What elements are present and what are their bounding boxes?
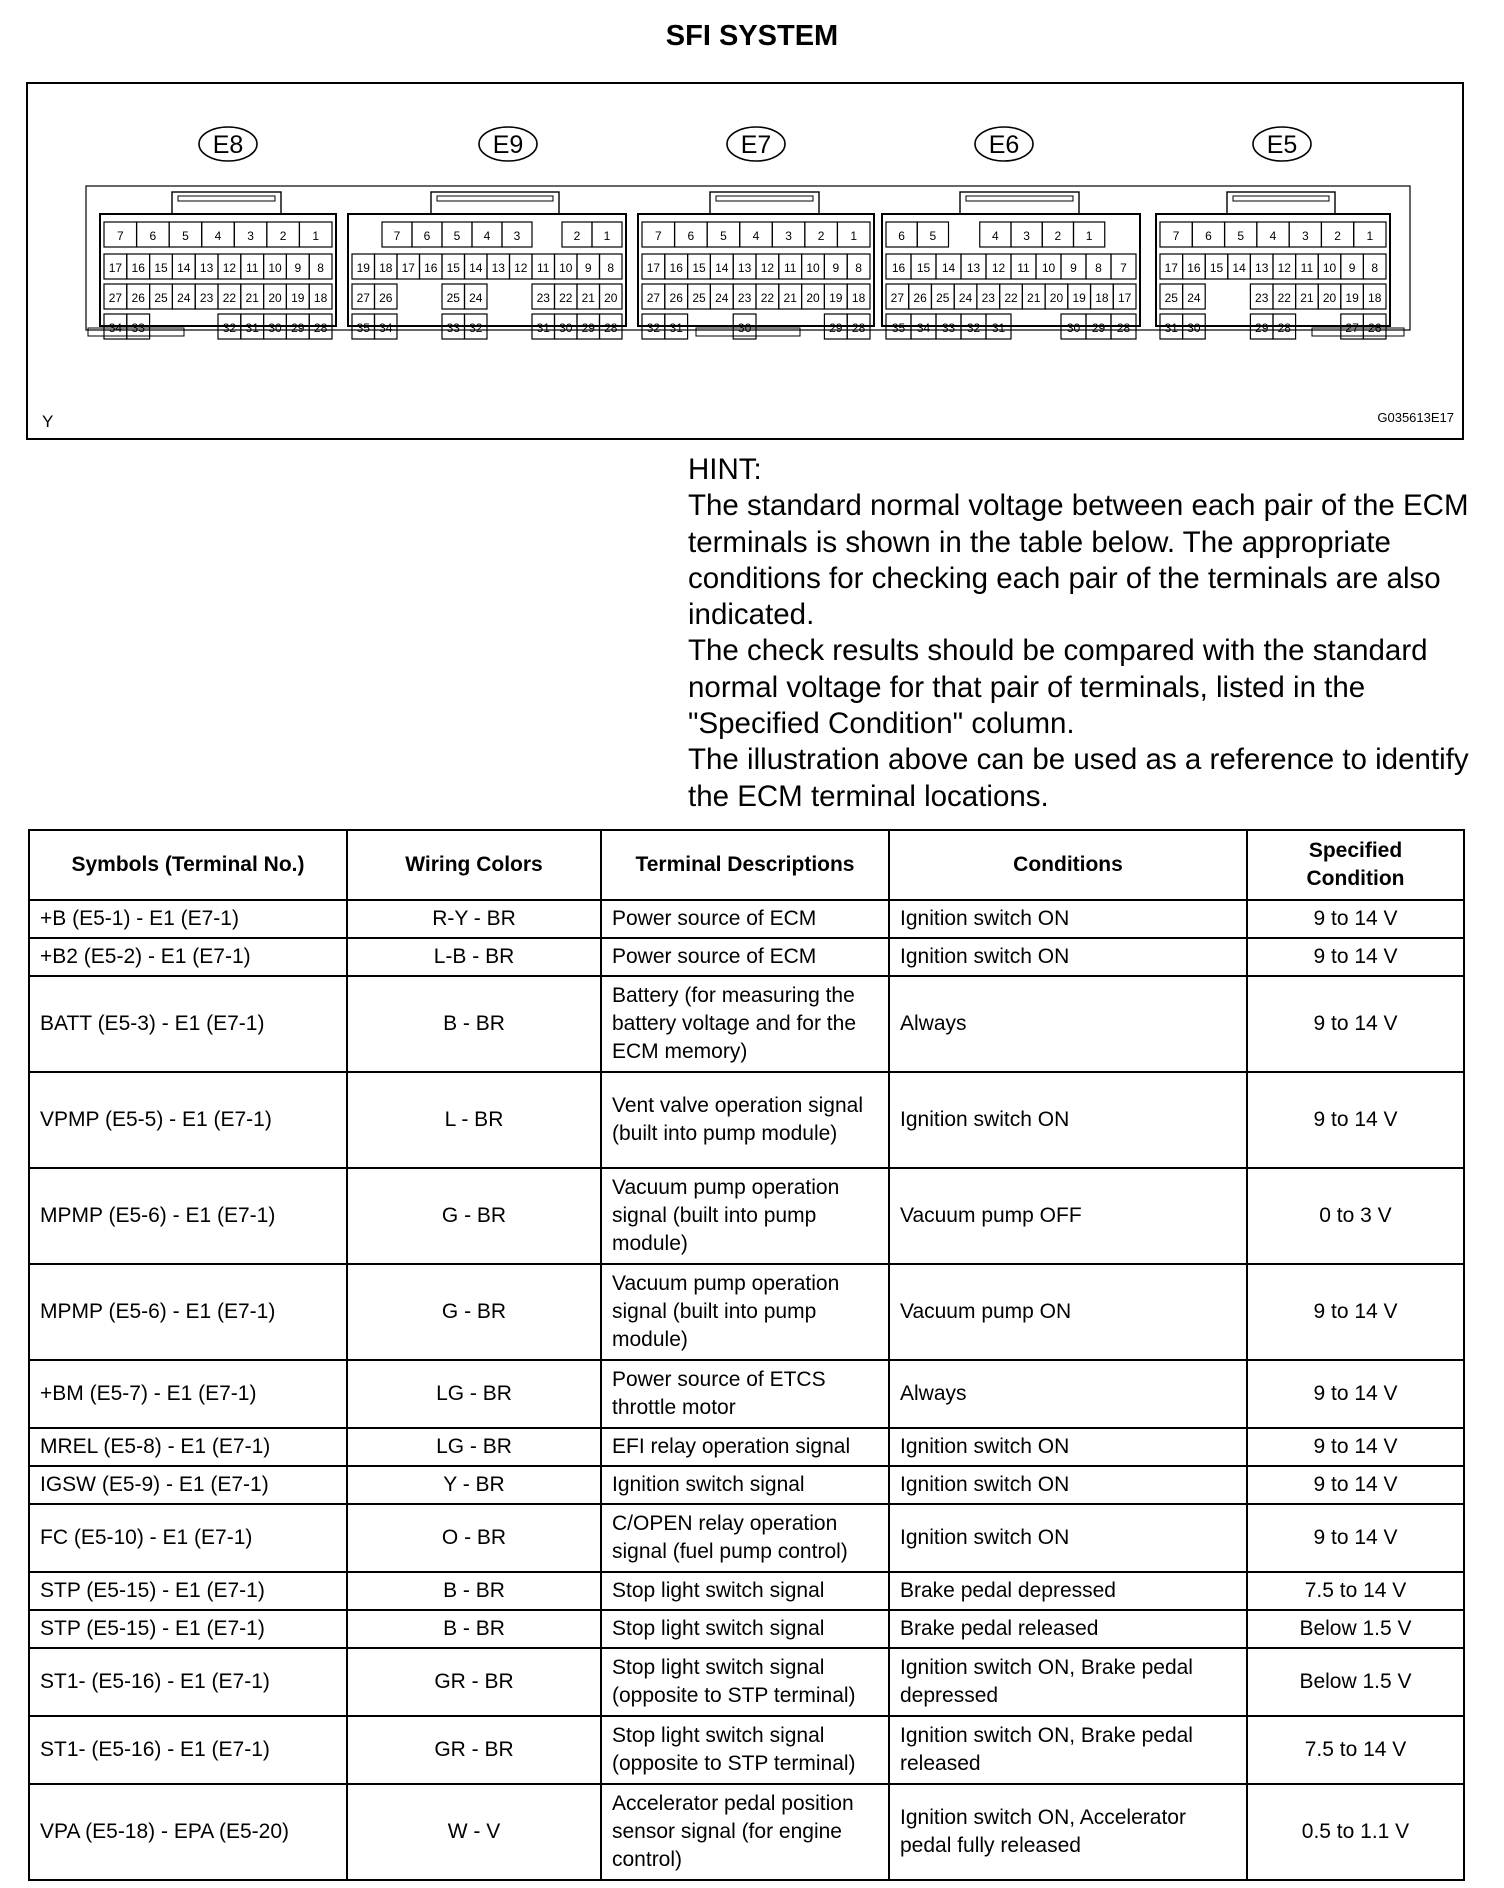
- terminal-number: 5: [929, 229, 937, 243]
- terminal-number: 14: [1232, 261, 1246, 275]
- terminal-number: 20: [1322, 291, 1337, 305]
- cell-specified: 9 to 14 V: [1247, 976, 1464, 1072]
- cell-description: EFI relay operation signal: [601, 1428, 889, 1466]
- cell-wiring-color: B - BR: [347, 1572, 601, 1610]
- terminal-number: 12: [514, 261, 528, 275]
- terminal-number: 12: [991, 261, 1006, 275]
- cell-condition: Ignition switch ON: [889, 1072, 1247, 1168]
- terminal-number: 30: [1187, 321, 1201, 335]
- terminal-number: 2: [817, 229, 825, 243]
- terminal-number: 13: [491, 261, 505, 275]
- cell-symbol: BATT (E5-3) - E1 (E7-1): [29, 976, 347, 1072]
- connector-illustration: [28, 84, 1462, 438]
- cell-description: Vent valve operation signal (built into pump module): [601, 1072, 889, 1168]
- terminal-number: 2: [1054, 229, 1062, 243]
- terminal-number: 18: [313, 291, 328, 305]
- connector-latch: [431, 192, 559, 214]
- cell-condition: Brake pedal released: [889, 1610, 1247, 1648]
- terminal-number: 22: [222, 291, 237, 305]
- cell-specified: 9 to 14 V: [1247, 1504, 1464, 1572]
- table-header-row: [29, 830, 1464, 900]
- terminal-number: 18: [851, 291, 866, 305]
- table-row: [29, 1428, 1464, 1466]
- terminal-number: 13: [199, 261, 214, 275]
- table-row: [29, 1466, 1464, 1504]
- cell-description: Power source of ECM: [601, 938, 889, 976]
- cell-condition: Ignition switch ON, Brake pedal depressed: [889, 1648, 1247, 1716]
- cell-description: Accelerator pedal position sensor signal (for engine control): [601, 1784, 889, 1880]
- header-specified-condition: Specified Condition: [1247, 830, 1464, 900]
- terminal-number: 27: [356, 291, 370, 305]
- terminal-number: 21: [581, 291, 595, 305]
- terminal-number: 6: [1205, 229, 1212, 243]
- terminal-number: 19: [1072, 291, 1086, 305]
- connector-latch: [1233, 196, 1329, 201]
- terminal-number: 10: [559, 261, 573, 275]
- terminal-number: 33: [131, 321, 145, 335]
- cell-symbol: ST1- (E5-16) - E1 (E7-1): [29, 1648, 347, 1716]
- terminal-number: 32: [646, 321, 661, 335]
- cell-symbol: VPA (E5-18) - EPA (E5-20): [29, 1784, 347, 1880]
- header-symbols: Symbols (Terminal No.): [29, 830, 347, 900]
- cell-specified: 9 to 14 V: [1247, 1264, 1464, 1360]
- terminal-number: 5: [720, 229, 727, 243]
- terminal-number: 24: [1187, 291, 1201, 305]
- terminal-number: 1: [1366, 229, 1374, 243]
- terminal-number: 22: [760, 291, 775, 305]
- terminal-number: 1: [312, 229, 320, 243]
- terminal-number: 27: [646, 291, 661, 305]
- hint-paragraph-3: The illustration above can be used as a reference to identify the ECM terminal locations.: [688, 743, 1469, 813]
- terminal-number: 32: [222, 321, 237, 335]
- terminal-number: 24: [177, 291, 191, 305]
- terminal-number: 1: [1085, 229, 1093, 243]
- cell-condition: Always: [889, 976, 1247, 1072]
- connector-label: E7: [740, 131, 772, 159]
- terminal-number: 18: [1368, 291, 1382, 305]
- cell-wiring-color: Y - BR: [347, 1466, 601, 1504]
- terminal-number: 7: [654, 229, 662, 243]
- cell-condition: Ignition switch ON: [889, 938, 1247, 976]
- cell-description: Ignition switch signal: [601, 1466, 889, 1504]
- cell-symbol: +B2 (E5-2) - E1 (E7-1): [29, 938, 347, 976]
- cell-specified: 7.5 to 14 V: [1247, 1572, 1464, 1610]
- terminal-number: 7: [1120, 261, 1127, 275]
- terminal-number: 31: [1164, 321, 1178, 335]
- terminal-number: 21: [1300, 291, 1314, 305]
- cell-condition: Ignition switch ON: [889, 900, 1247, 938]
- terminal-number: 24: [469, 291, 483, 305]
- cell-wiring-color: W - V: [347, 1784, 601, 1880]
- terminal-number: 3: [1301, 229, 1309, 243]
- connector-label: E5: [1266, 131, 1298, 159]
- terminal-number: 1: [603, 229, 611, 243]
- terminal-number: 8: [855, 261, 862, 275]
- terminal-number: 4: [483, 229, 491, 243]
- terminal-number: 23: [536, 291, 550, 305]
- cell-wiring-color: LG - BR: [347, 1428, 601, 1466]
- terminal-number: 22: [559, 291, 573, 305]
- hint-paragraph-2: The check results should be compared with the standard normal voltage for that pair of terminals, listed in the "Specified Condition" column.: [688, 634, 1428, 741]
- terminal-number: 18: [379, 261, 393, 275]
- cell-condition: Ignition switch ON, Accelerator pedal fully released: [889, 1784, 1247, 1880]
- terminal-number: 34: [108, 321, 123, 335]
- cell-specified: 9 to 14 V: [1247, 1360, 1464, 1428]
- cell-description: Vacuum pump operation signal (built into pump module): [601, 1168, 889, 1264]
- terminal-number: 29: [1091, 321, 1106, 335]
- terminal-number: 20: [268, 291, 282, 305]
- terminal-number: 3: [1023, 229, 1030, 243]
- header-wiring-colors: Wiring Colors: [347, 830, 601, 900]
- cell-specified: 9 to 14 V: [1247, 1072, 1464, 1168]
- table-row: [29, 1610, 1464, 1648]
- terminal-number: 26: [379, 291, 393, 305]
- cell-symbol: ST1- (E5-16) - E1 (E7-1): [29, 1716, 347, 1784]
- cell-specified: Below 1.5 V: [1247, 1610, 1464, 1648]
- terminal-number: 2: [1334, 229, 1341, 243]
- terminal-number: 11: [783, 261, 797, 275]
- connector-latch: [437, 196, 553, 201]
- connector-latch: [710, 192, 819, 214]
- terminal-number: 10: [1041, 261, 1056, 275]
- hint-paragraph-1: The standard normal voltage between each pair of the ECM terminals is shown in the table below. The appropriate conditions for checking each pair of the terminals are also indicated.: [688, 489, 1469, 632]
- terminal-number: 25: [1164, 291, 1178, 305]
- cell-symbol: STP (E5-15) - E1 (E7-1): [29, 1610, 347, 1648]
- terminal-number: 20: [1049, 291, 1064, 305]
- terminal-number: 20: [806, 291, 820, 305]
- terminal-number: 9: [584, 261, 592, 275]
- terminal-number: 28: [604, 321, 618, 335]
- table-row: [29, 976, 1464, 1072]
- cell-specified: 9 to 14 V: [1247, 1428, 1464, 1466]
- terminal-number: 13: [1255, 261, 1269, 275]
- terminal-number: 23: [1255, 291, 1269, 305]
- connector-label: E9: [492, 131, 524, 159]
- terminal-number: 25: [446, 291, 460, 305]
- connector-latch: [1227, 192, 1335, 214]
- header-terminal-descriptions: Terminal Descriptions: [601, 830, 889, 900]
- cell-specified: 9 to 14 V: [1247, 900, 1464, 938]
- terminal-number: 12: [1277, 261, 1291, 275]
- connector-latch: [178, 196, 275, 201]
- terminal-number: 30: [559, 321, 573, 335]
- connector-latch: [716, 196, 813, 201]
- terminal-number: 17: [1117, 291, 1132, 305]
- connector-latch: [172, 192, 281, 214]
- terminal-number: 2: [573, 229, 581, 243]
- table-row: [29, 1784, 1464, 1880]
- cell-symbol: +BM (E5-7) - E1 (E7-1): [29, 1360, 347, 1428]
- terminal-number: 19: [829, 291, 843, 305]
- cell-wiring-color: L - BR: [347, 1072, 601, 1168]
- terminal-number: 6: [149, 229, 157, 243]
- terminal-number: 10: [268, 261, 282, 275]
- terminal-number: 14: [941, 261, 956, 275]
- terminal-number: 31: [536, 321, 550, 335]
- cell-specified: 0 to 3 V: [1247, 1168, 1464, 1264]
- terminal-number: 23: [199, 291, 214, 305]
- cell-condition: Ignition switch ON: [889, 1504, 1247, 1572]
- cell-wiring-color: B - BR: [347, 976, 601, 1072]
- terminal-number: 26: [1368, 321, 1382, 335]
- cell-description: Stop light switch signal (opposite to STP terminal): [601, 1648, 889, 1716]
- terminal-number: 30: [268, 321, 282, 335]
- cell-description: Battery (for measuring the battery voltage and for the ECM memory): [601, 976, 889, 1072]
- terminal-number: 32: [966, 321, 981, 335]
- table-row: [29, 1504, 1464, 1572]
- cell-condition: Vacuum pump OFF: [889, 1168, 1247, 1264]
- terminal-number: 16: [1187, 261, 1201, 275]
- terminal-number: 6: [687, 229, 695, 243]
- terminal-number: 19: [291, 291, 305, 305]
- terminal-number: 11: [1300, 261, 1314, 275]
- terminal-number: 33: [941, 321, 956, 335]
- terminal-number: 34: [379, 321, 393, 335]
- cell-wiring-color: LG - BR: [347, 1360, 601, 1428]
- terminal-number: 7: [116, 229, 124, 243]
- terminal-number: 24: [958, 291, 973, 305]
- terminal-number: 27: [890, 291, 905, 305]
- cell-symbol: STP (E5-15) - E1 (E7-1): [29, 1572, 347, 1610]
- cell-wiring-color: O - BR: [347, 1504, 601, 1572]
- terminal-number: 11: [245, 261, 259, 275]
- cell-condition: Ignition switch ON: [889, 1466, 1247, 1504]
- cell-description: Stop light switch signal: [601, 1572, 889, 1610]
- terminal-number: 15: [446, 261, 460, 275]
- terminal-number: 28: [1116, 321, 1131, 335]
- cell-description: C/OPEN relay operation signal (fuel pump control): [601, 1504, 889, 1572]
- terminal-number: 4: [1269, 229, 1277, 243]
- table-row: [29, 1264, 1464, 1360]
- table-row: [29, 900, 1464, 938]
- cell-description: Stop light switch signal (opposite to STP terminal): [601, 1716, 889, 1784]
- connector-label: E6: [988, 131, 1020, 159]
- terminal-number: 28: [1277, 321, 1291, 335]
- cell-symbol: FC (E5-10) - E1 (E7-1): [29, 1504, 347, 1572]
- terminal-number: 17: [108, 261, 123, 275]
- cell-wiring-color: R-Y - BR: [347, 900, 601, 938]
- terminal-number: 27: [108, 291, 123, 305]
- cell-description: Power source of ECM: [601, 900, 889, 938]
- terminal-number: 21: [783, 291, 797, 305]
- terminal-number: 8: [1371, 261, 1379, 275]
- terminal-number: 3: [513, 229, 521, 243]
- cell-symbol: +B (E5-1) - E1 (E7-1): [29, 900, 347, 938]
- cell-condition: Always: [889, 1360, 1247, 1428]
- terminal-number: 25: [692, 291, 706, 305]
- terminal-number: 25: [154, 291, 168, 305]
- terminal-number: 32: [469, 321, 483, 335]
- terminal-number: 28: [851, 321, 866, 335]
- terminal-number: 19: [356, 261, 370, 275]
- terminal-number: 27: [1345, 321, 1359, 335]
- cell-wiring-color: L-B - BR: [347, 938, 601, 976]
- terminal-number: 30: [1066, 321, 1081, 335]
- table-row: [29, 938, 1464, 976]
- terminal-number: 8: [1095, 261, 1102, 275]
- terminal-number: 5: [1237, 229, 1245, 243]
- terminal-number: 10: [806, 261, 820, 275]
- connector-latch: [966, 196, 1073, 201]
- terminal-number: 5: [182, 229, 189, 243]
- terminal-number: 15: [916, 261, 931, 275]
- terminal-number: 11: [1017, 261, 1030, 275]
- terminal-number: 33: [446, 321, 460, 335]
- cell-description: Power source of ETCS throttle motor: [601, 1360, 889, 1428]
- hint-heading: HINT:: [688, 453, 762, 486]
- cell-specified: 7.5 to 14 V: [1247, 1716, 1464, 1784]
- header-conditions: Conditions: [889, 830, 1247, 900]
- cell-wiring-color: G - BR: [347, 1168, 601, 1264]
- terminal-number: 17: [646, 261, 661, 275]
- terminal-number: 12: [760, 261, 775, 275]
- connector-label: E8: [212, 131, 244, 159]
- terminal-number: 34: [916, 321, 931, 335]
- terminal-number: 31: [245, 321, 259, 335]
- terminal-number: 35: [356, 321, 370, 335]
- terminal-number: 17: [1164, 261, 1178, 275]
- terminal-number: 16: [131, 261, 145, 275]
- terminal-number: 35: [891, 321, 906, 335]
- terminal-number: 15: [1209, 261, 1224, 275]
- table-row: [29, 1072, 1464, 1168]
- terminal-number: 14: [469, 261, 483, 275]
- terminal-number: 22: [1004, 291, 1018, 305]
- cell-symbol: MPMP (E5-6) - E1 (E7-1): [29, 1168, 347, 1264]
- terminal-number: 8: [317, 261, 324, 275]
- terminal-number: 28: [313, 321, 328, 335]
- terminal-number: 29: [829, 321, 843, 335]
- terminal-number: 22: [1277, 291, 1291, 305]
- terminal-number: 12: [222, 261, 237, 275]
- terminal-number: 9: [1070, 261, 1077, 275]
- terminal-number: 29: [1255, 321, 1269, 335]
- terminal-number: 29: [291, 321, 305, 335]
- terminal-number: 31: [991, 321, 1006, 335]
- terminal-number: 26: [913, 291, 927, 305]
- cell-specified: 9 to 14 V: [1247, 938, 1464, 976]
- cell-wiring-color: GR - BR: [347, 1716, 601, 1784]
- terminal-number: 30: [737, 321, 752, 335]
- terminal-number: 23: [737, 291, 752, 305]
- figure-code: G035613E17: [1377, 410, 1454, 425]
- cell-wiring-color: B - BR: [347, 1610, 601, 1648]
- terminal-number: 7: [393, 229, 401, 243]
- terminal-number: 15: [154, 261, 168, 275]
- terminal-number: 9: [294, 261, 302, 275]
- cell-symbol: MPMP (E5-6) - E1 (E7-1): [29, 1264, 347, 1360]
- terminal-number: 24: [715, 291, 729, 305]
- terminal-number: 26: [669, 291, 683, 305]
- terminal-number: 1: [850, 229, 858, 243]
- terminal-number: 7: [1172, 229, 1180, 243]
- terminal-number: 23: [981, 291, 995, 305]
- terminal-number: 14: [177, 261, 191, 275]
- table-row: [29, 1648, 1464, 1716]
- terminal-number: 20: [604, 291, 618, 305]
- terminal-number: 3: [247, 229, 254, 243]
- cell-condition: Brake pedal depressed: [889, 1572, 1247, 1610]
- terminal-number: 21: [1027, 291, 1041, 305]
- table-row: [29, 1716, 1464, 1784]
- table-row: [29, 1572, 1464, 1610]
- terminal-number: 18: [1095, 291, 1109, 305]
- cell-description: Vacuum pump operation signal (built into pump module): [601, 1264, 889, 1360]
- cell-symbol: VPMP (E5-5) - E1 (E7-1): [29, 1072, 347, 1168]
- cell-condition: Vacuum pump ON: [889, 1264, 1247, 1360]
- cell-symbol: IGSW (E5-9) - E1 (E7-1): [29, 1466, 347, 1504]
- terminal-number: 6: [423, 229, 431, 243]
- terminal-number: 16: [669, 261, 683, 275]
- cell-condition: Ignition switch ON: [889, 1428, 1247, 1466]
- cell-description: Stop light switch signal: [601, 1610, 889, 1648]
- ecm-connector-diagram: [26, 82, 1464, 440]
- terminal-number: 13: [966, 261, 981, 275]
- terminal-number: 17: [401, 261, 415, 275]
- terminal-number: 4: [752, 229, 760, 243]
- figure-letter: Y: [42, 412, 54, 431]
- terminal-spec-table: [28, 829, 1465, 1881]
- terminal-number: 15: [692, 261, 706, 275]
- terminal-number: 21: [245, 291, 259, 305]
- terminal-number: 3: [785, 229, 792, 243]
- terminal-number: 9: [1348, 261, 1356, 275]
- terminal-number: 4: [214, 229, 222, 243]
- terminal-number: 25: [936, 291, 950, 305]
- terminal-number: 10: [1322, 261, 1337, 275]
- terminal-number: 4: [992, 229, 999, 243]
- terminal-number: 2: [279, 229, 287, 243]
- terminal-number: 11: [537, 261, 550, 275]
- cell-symbol: MREL (E5-8) - E1 (E7-1): [29, 1428, 347, 1466]
- terminal-number: 31: [669, 321, 683, 335]
- cell-wiring-color: GR - BR: [347, 1648, 601, 1716]
- table-row: [29, 1168, 1464, 1264]
- table-body: [29, 900, 1464, 1880]
- terminal-number: 29: [581, 321, 595, 335]
- terminal-number: 6: [898, 229, 905, 243]
- terminal-number: 9: [832, 261, 840, 275]
- connector-latch: [960, 192, 1079, 214]
- terminal-number: 26: [131, 291, 145, 305]
- cell-specified: Below 1.5 V: [1247, 1648, 1464, 1716]
- cell-wiring-color: G - BR: [347, 1264, 601, 1360]
- cell-condition: Ignition switch ON, Brake pedal released: [889, 1716, 1247, 1784]
- terminal-number: 19: [1345, 291, 1359, 305]
- cell-specified: 0.5 to 1.1 V: [1247, 1784, 1464, 1880]
- terminal-number: 16: [891, 261, 906, 275]
- terminal-number: 13: [737, 261, 752, 275]
- hint-section: [688, 452, 1478, 815]
- terminal-number: 5: [453, 229, 461, 243]
- cell-specified: 9 to 14 V: [1247, 1466, 1464, 1504]
- connector-housing: [86, 186, 1410, 330]
- terminal-number: 8: [607, 261, 615, 275]
- terminal-number: 16: [424, 261, 438, 275]
- page-title: SFI SYSTEM: [665, 20, 839, 52]
- terminal-number: 14: [715, 261, 729, 275]
- table-row: [29, 1360, 1464, 1428]
